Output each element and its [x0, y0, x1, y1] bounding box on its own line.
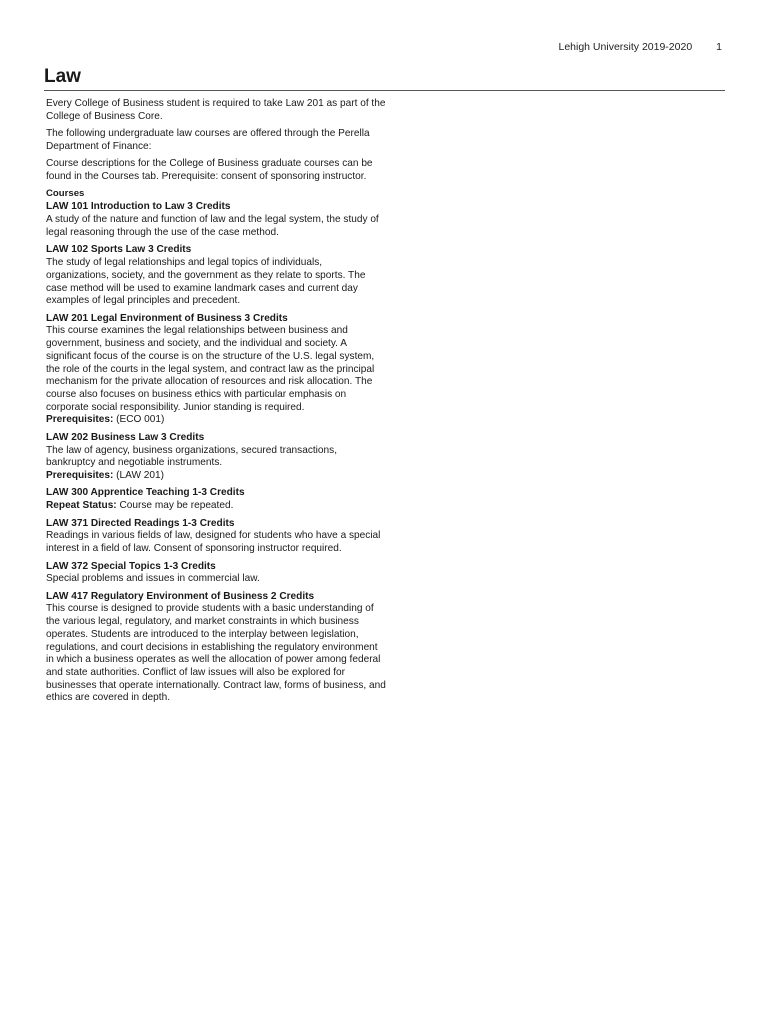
course-title: LAW 101 Introduction to Law 3 Credits: [46, 201, 231, 213]
meta-value: (ECO 001): [113, 414, 165, 426]
course-prerequisites: [46, 414, 386, 427]
institution-label: Lehigh University 2019-2020: [558, 41, 693, 53]
intro-paragraph: Course descriptions for the College of Business graduate courses can be found in the Courses tab. Prerequisite: consent of sponsoring instructor.: [46, 158, 373, 182]
course-entry: [46, 432, 386, 483]
course-entry: [46, 561, 386, 586]
course-prerequisites: [46, 470, 386, 483]
course-title: LAW 417 Regulatory Environment of Business 2 Credits: [46, 590, 315, 602]
meta-value: (LAW 201): [113, 469, 164, 481]
course-description: This course examines the legal relationships between business and government, business and society, and the individual and society. A significant focus of the course is on the structure of the U.S. legal system, the role of the courts in the legal system, and contract law as the principal mechanism for the private allocation of resources and risk allocation. The course also focuses on business ethics with particular emphasis on corporate social responsibility. Junior standing is required.: [46, 325, 375, 413]
course-title: LAW 102 Sports Law 3 Credits: [46, 244, 192, 256]
meta-label: Prerequisites:: [46, 469, 114, 481]
courses-heading: Courses: [46, 188, 85, 200]
course-description: A study of the nature and function of law and the legal system, the study of legal reasoning through the use of the case method.: [46, 214, 379, 238]
course-description: This course is designed to provide students with a basic understanding of the various legal, regulatory, and market constraints in which business operates. Students are introduced to the interplay between legislation, regulations, and court decisions in establishing the regulatory environment in which a business operates as well the allocation of power among federal and state authorities. Conflict of law issues will also be explored for businesses that operate internationally. Contract law, forms of business, and ethics are covered in depth.: [46, 603, 386, 704]
course-description: Readings in various fields of law, designed for students who have a special interest in a field of law. Consent of sponsoring instructor required.: [46, 530, 381, 555]
course-entry: [46, 201, 386, 239]
main-content: [46, 98, 386, 710]
course-entry: [46, 518, 386, 556]
course-entry: [46, 487, 386, 512]
course-entry: [46, 591, 386, 705]
course-title: LAW 372 Special Topics 1-3 Credits: [46, 560, 216, 572]
course-description: The law of agency, business organizations, secured transactions, bankruptcy and negotiable instruments.: [46, 444, 338, 469]
meta-label: Prerequisites:: [46, 414, 114, 426]
meta-label: Repeat Status:: [46, 500, 117, 512]
page-title: Law: [44, 66, 81, 87]
course-repeat-status: [46, 500, 386, 513]
course-entry: [46, 313, 386, 427]
title-divider: [44, 90, 725, 91]
course-title: LAW 202 Business Law 3 Credits: [46, 431, 205, 443]
course-description: The study of legal relationships and legal topics of individuals, organizations, society, and the government as they relate to sports. The case method will be used to examine landmark cases and current day examples of legal principles and precedent.: [46, 257, 366, 307]
course-title: LAW 371 Directed Readings 1-3 Credits: [46, 517, 235, 529]
course-title: LAW 201 Legal Environment of Business 3 Credits: [46, 312, 288, 324]
course-entry: [46, 244, 386, 308]
intro-paragraph: The following undergraduate law courses are offered through the Perella Department of Finance:: [46, 128, 370, 152]
running-header: [558, 41, 722, 53]
page-number: 1: [716, 41, 722, 53]
intro-paragraph: Every College of Business student is required to take Law 201 as part of the College of Business Core.: [46, 98, 386, 122]
course-description: Special problems and issues in commercial law.: [46, 573, 260, 585]
meta-value: Course may be repeated.: [116, 500, 234, 512]
course-title: LAW 300 Apprentice Teaching 1-3 Credits: [46, 487, 245, 499]
